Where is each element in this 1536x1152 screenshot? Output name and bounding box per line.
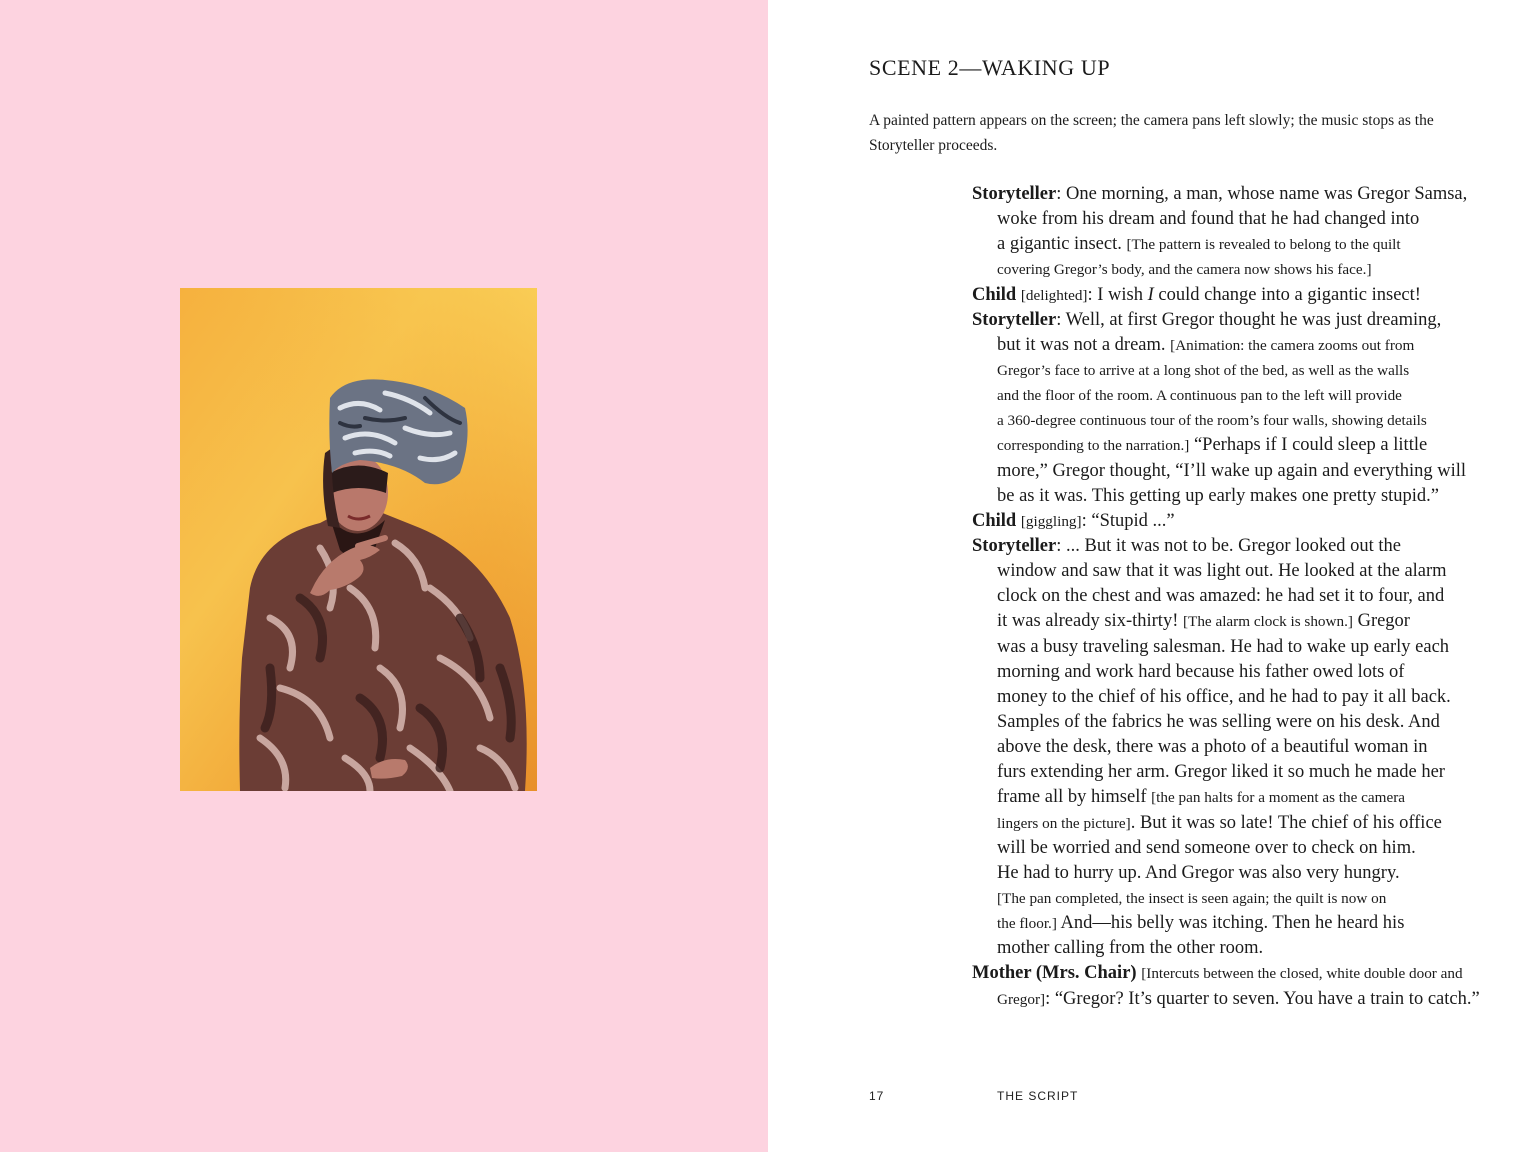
dialogue-text: . But it was so late! The chief of his office [1130, 812, 1442, 833]
stage-direction: covering Gregor’s body, and the camera now shows his face.] [997, 261, 1372, 279]
speaker-name: Child [972, 510, 1017, 531]
stage-direction: the floor.] [997, 915, 1057, 933]
dialogue-text: : I wish [1087, 284, 1148, 305]
stage-direction: a 360-degree continuous tour of the room’s four walls, showing details [997, 412, 1427, 430]
script-line [972, 584, 1492, 609]
dialogue-text: He had to hurry up. And Gregor was also very hungry. [997, 862, 1400, 883]
stage-direction: [the pan halts for a moment as the camera [1151, 789, 1405, 807]
dialogue-text: mother calling from the other room. [997, 938, 1264, 959]
stage-direction: [Animation: the camera zooms out from [1170, 336, 1415, 354]
script-line [972, 358, 1492, 383]
script-line [972, 710, 1492, 735]
dialogue-text: clock on the chest and was amazed: he had set it to four, and [997, 586, 1445, 607]
dialogue-text: will be worried and send someone over to check on him. [997, 837, 1416, 858]
script-line [972, 987, 1492, 1012]
dialogue-text: furs extending her arm. Gregor liked it so much he made her [997, 762, 1445, 783]
dialogue-text: : One morning, a man, whose name was Gregor Samsa, [1056, 184, 1468, 204]
stage-direction-intro: A painted pattern appears on the screen; the camera pans left slowly; the music stops as the Storyteller proceeds. [869, 112, 1434, 154]
script-line [972, 283, 1492, 308]
script-line [972, 308, 1492, 333]
script-line [972, 559, 1492, 584]
script-line [972, 232, 1492, 257]
dialogue-text: could change into a gigantic insect! [1153, 284, 1421, 305]
dialogue-text: frame all by himself [997, 787, 1152, 808]
stage-direction: lingers on the picture] [997, 814, 1131, 832]
script-line [972, 609, 1492, 634]
script-line [972, 861, 1492, 886]
speaker-name: Mother (Mrs. Chair) [972, 963, 1137, 984]
stage-direction: [giggling] [1020, 512, 1082, 530]
script-line [972, 433, 1492, 458]
script-line [972, 660, 1492, 685]
stage-direction: [The alarm clock is shown.] [1182, 613, 1353, 631]
dialogue-text: more,” Gregor thought, “I’ll wake up again and everything will [997, 460, 1467, 481]
dialogue-text: a gigantic insect. [997, 234, 1127, 255]
stage-direction: [The pattern is revealed to belong to the quilt [1126, 236, 1401, 254]
page-number: 17 [869, 1089, 885, 1103]
speaker-name: Storyteller [972, 309, 1057, 330]
right-page [768, 0, 1536, 1152]
speaker-name: Storyteller [972, 184, 1057, 204]
script-line [972, 836, 1492, 861]
script-line [972, 484, 1492, 509]
stage-direction: corresponding to the narration.] [997, 437, 1190, 455]
script-line [972, 182, 1492, 207]
script-line [972, 811, 1492, 836]
script-line [972, 333, 1492, 358]
dialogue-text: but it was not a dream. [997, 334, 1171, 355]
script-line [972, 509, 1492, 534]
stage-direction: Gregor] [997, 990, 1046, 1008]
script-line [972, 534, 1492, 559]
dialogue-text: morning and work hard because his father owed lots of [997, 661, 1405, 682]
script-line [972, 886, 1492, 911]
dialogue-text: woke from his dream and found that he had changed into [997, 209, 1420, 230]
script-line [972, 685, 1492, 710]
stage-direction: [delighted] [1020, 286, 1088, 304]
dialogue-text: I [1147, 284, 1154, 305]
scene-title: SCENE 2—WAKING UP [869, 55, 1111, 80]
script-line [972, 207, 1492, 232]
dialogue-text: be as it was. This getting up early makes one pretty stupid.” [997, 485, 1440, 506]
dialogue-text: above the desk, there was a photo of a beautiful woman in [997, 737, 1428, 758]
script-line [972, 735, 1492, 760]
dialogue-text: “Perhaps if I could sleep a little [1189, 435, 1428, 456]
dialogue-text: : “Stupid ...” [1081, 510, 1175, 531]
dialogue-text: money to the chief of his office, and he had to pay it all back. [997, 686, 1451, 707]
script-line [972, 961, 1492, 986]
script-line [972, 408, 1492, 433]
dialogue-text: was a busy traveling salesman. He had to wake up early each [997, 636, 1450, 657]
stage-direction: [Intercuts between the closed, white double door and [1141, 965, 1463, 983]
script-line [972, 911, 1492, 936]
dialogue-text: And—his belly was itching. Then he heard his [1056, 913, 1405, 934]
painting-image [180, 288, 537, 791]
script-line [972, 635, 1492, 660]
script-line [972, 383, 1492, 408]
dialogue-text: Gregor [1352, 611, 1410, 632]
script-line [972, 257, 1492, 282]
script-line [972, 760, 1492, 785]
dialogue-text: : Well, at first Gregor thought he was just dreaming, [1056, 309, 1442, 330]
dialogue-text: : “Gregor? It’s quarter to seven. You have a train to catch.” [1045, 988, 1480, 1009]
dialogue-text: : ... But it was not to be. Gregor looked out the [1056, 535, 1402, 556]
stage-direction: Gregor’s face to arrive at a long shot of the bed, as well as the walls [997, 361, 1410, 379]
speaker-name: Storyteller [972, 535, 1057, 556]
dialogue-text: it was already six-thirty! [997, 611, 1183, 632]
script-line [972, 936, 1492, 961]
script-body [972, 182, 1492, 1012]
stage-direction: [The pan completed, the insect is seen again; the quilt is now on [997, 889, 1387, 907]
dialogue-text: window and saw that it was light out. He looked at the alarm [997, 561, 1447, 582]
stage-direction: and the floor of the room. A continuous pan to the left will provide [997, 387, 1402, 405]
script-line [972, 459, 1492, 484]
script-line [972, 785, 1492, 810]
speaker-name: Child [972, 284, 1017, 305]
dialogue-text: Samples of the fabrics he was selling were on his desk. And [997, 711, 1440, 732]
running-footer-section: THE SCRIPT [997, 1089, 1079, 1103]
